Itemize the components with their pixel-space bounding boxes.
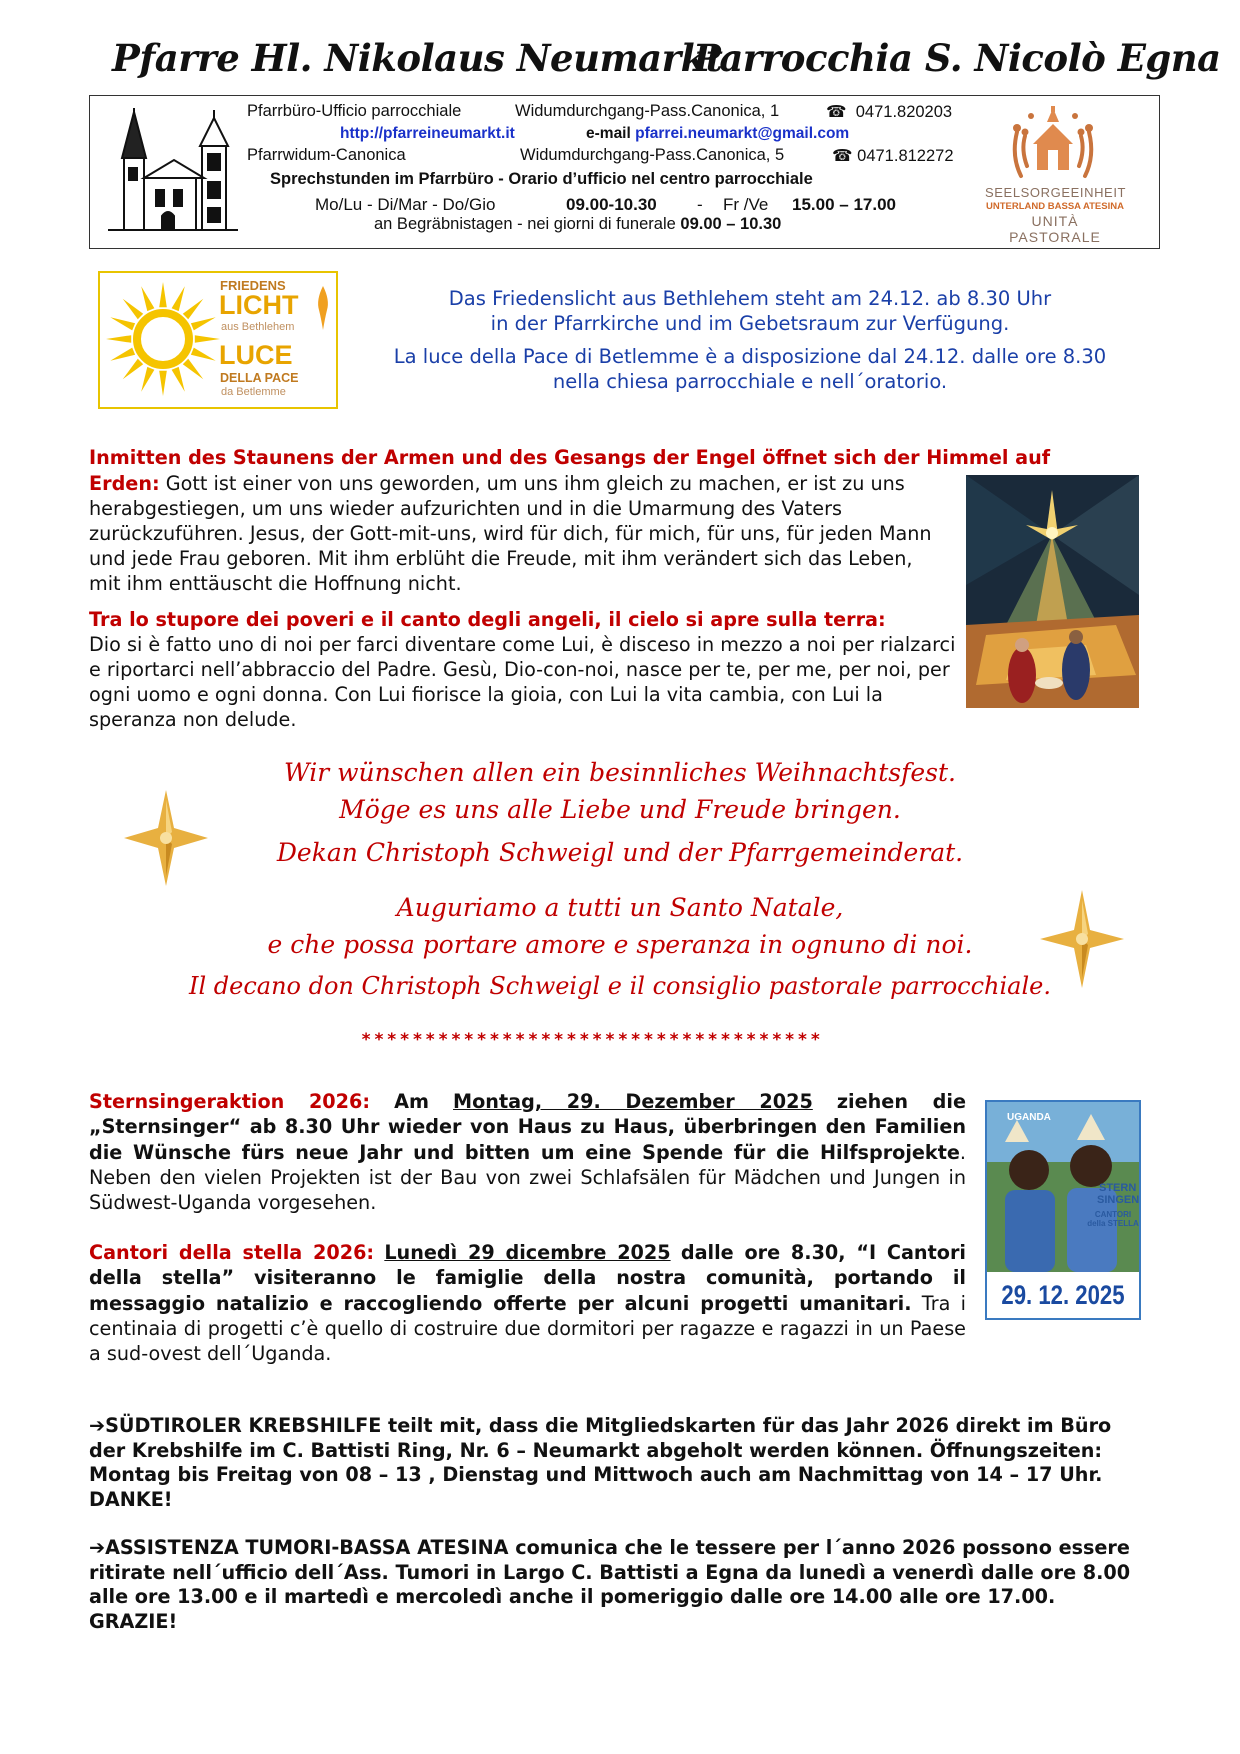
sun-ray <box>191 317 216 330</box>
peace-logo-t6: da Betlemme <box>221 386 286 398</box>
unit-logo-line2: UNTERLAND BASSA ATESINA <box>986 201 1124 212</box>
christmas-de-heading-line1: Inmitten des Staunens der Armen und des Gesangs der Engel öffnet sich der Himmel auf <box>89 446 1051 469</box>
poster-singen: SINGEN <box>1097 1194 1140 1206</box>
christmas-de-paragraph <box>89 471 947 596</box>
office-hours-days-2: Fr /Ve <box>723 195 769 214</box>
sun-ray <box>172 286 185 311</box>
title-german: Pfarre Hl. Nikolaus Neumarkt <box>112 36 723 80</box>
christmas-de-text: Gott ist einer von uns geworden, um uns ihm gleich zu machen, er ist zu uns herabgestiegen, um uns wieder aufzurichten und in die Umarmung des Vaters zurückzuführen. Jesus, der Gott-mit-uns, wird für dich, für mich, für uns, für jeden Mann und jede Frau geboren. Mit ihm erblüht die Freude, mit ihm verändert sich das Leben, mit ihm enttäuscht die Hoffnung nicht. <box>89 472 932 595</box>
krebshilfe-text: SÜDTIROLER KREBSHILFE teilt mit, dass die Mitgliedskarten für das Jahr 2026 direkt im Büro der Krebshilfe im C. Battisti Ring, Nr. 6 – Neumarkt abgeholt werden können. Öffnungszeiten: Montag bis Freitag von 08 – 13 , Dienstag und Mittwoch auch am Nachmittag von 14 – 17 Uhr. DANKE! <box>89 1414 1112 1511</box>
peace-light-it-line1: La luce della Pace di Betlemme è a disposizione dal 24.12. dalle ore 8.30 <box>393 345 1107 368</box>
office-hours-time-1: 09.00-10.30 <box>566 195 657 214</box>
phone-icon: ☎ <box>832 147 853 165</box>
wish-it-line2: e che possa portare amore e speranza in ognuno di noi. <box>267 930 973 959</box>
star-singers-de-bold-text: ziehen die „Sternsinger“ ab 8.30 Uhr wieder von Haus zu Haus, überbringen den Familien die Wünsche fürs neue Jahr und bitten um eine Spende für die Hilfsprojekte <box>89 1090 966 1164</box>
wish-de-line2: Möge es uns alle Liebe und Freude bringen. <box>339 795 901 824</box>
office-phone: 0471.820203 <box>855 103 953 121</box>
poster-cantori: CANTORI della STELLA <box>1087 1210 1139 1228</box>
pastoral-unit-logo-icon <box>1003 106 1103 188</box>
christmas-it-heading: Tra lo stupore dei poveri e il canto degli angeli, il cielo si apre sulla terra: <box>89 608 886 631</box>
sun-icon <box>104 280 222 398</box>
funeral-hours <box>374 215 781 234</box>
title-italian: Parrocchia S. Nicolò Egna <box>693 36 1221 80</box>
church-drawing-icon <box>104 108 242 236</box>
star-singers-it-paragraph <box>89 1240 966 1366</box>
wish-it-line3: Il decano don Christoph Schweigl e il consiglio pastorale parrocchiale. <box>188 972 1051 1000</box>
peace-light-it-line2: nella chiesa parrocchiale e nell´oratorio. <box>552 370 948 393</box>
peace-logo-t5: DELLA PACE <box>220 371 299 385</box>
peace-logo-t4: LUCE <box>219 340 293 370</box>
star-singers-de-plain-text: . Neben den vielen Projekten ist der Bau von zwei Schlafsälen für Mädchen und Jungen in Südwest-Uganda vorgesehen. <box>89 1140 966 1215</box>
email-link[interactable]: pfarrei.neumarkt@gmail.com <box>635 125 850 142</box>
star-singers-de-am: Am <box>394 1090 429 1113</box>
golden-star-left-icon <box>124 790 208 886</box>
rectory-phone-row <box>832 146 954 166</box>
sun-ray <box>159 282 167 307</box>
office-phone-row <box>826 102 952 122</box>
peace-light-de-line2: in der Pfarrkirche und im Gebetsraum zur Verfügung. <box>490 312 1010 335</box>
arrow-right-icon: ➔ <box>89 1536 106 1559</box>
rectory-address: Widumdurchgang-Pass.Canonica, 5 <box>520 146 785 164</box>
star-singers-de-paragraph <box>89 1089 966 1215</box>
wish-de-line3: Dekan Christoph Schweigl und der Pfarrgemeinderat. <box>276 838 964 867</box>
christmas-de-heading-tail: Erden: <box>89 472 160 495</box>
peace-logo-t3: aus Bethlehem <box>221 321 295 333</box>
sun-ray <box>183 359 204 380</box>
poster-date: 29. 12. 2025 <box>1001 1280 1125 1310</box>
office-hours-title: Sprechstunden im Pfarrbüro - Orario d’ufficio nel centro parrocchiale <box>270 170 813 188</box>
sun-ray <box>110 317 135 330</box>
sun-ray <box>123 299 144 320</box>
office-hours-time-2: 15.00 – 17.00 <box>792 195 896 214</box>
sun-ray <box>159 371 167 396</box>
website-link[interactable]: http://pfarreineumarkt.it <box>340 125 515 142</box>
rectory-phone: 0471.812272 <box>857 147 954 165</box>
star-divider: ************************************ <box>361 1030 824 1050</box>
office-hours-days-1: Mo/Lu - Di/Mar - Do/Gio <box>315 195 496 214</box>
wish-it-line1: Auguriamo a tutti un Santo Natale, <box>396 893 844 922</box>
funeral-text: an Begräbnistagen - nei giorni di funerale <box>374 215 676 233</box>
phone-icon: ☎ <box>826 103 847 121</box>
star-singers-it-date: Lunedì 29 dicembre 2025 <box>384 1241 671 1264</box>
email-label: e-mail <box>586 125 631 142</box>
star-singers-it-heading: Cantori della stella 2026: <box>89 1241 375 1264</box>
star-singers-de-heading: Sternsingeraktion 2026: <box>89 1090 371 1113</box>
sun-ray <box>191 348 216 361</box>
office-address: Widumdurchgang-Pass.Canonica, 1 <box>515 102 780 120</box>
peace-light-de-line1: Das Friedenslicht aus Bethlehem steht am 24.12. ab 8.30 Uhr <box>448 287 1052 310</box>
wish-de-line1: Wir wünschen allen ein besinnliches Weihnachtsfest. <box>284 758 956 787</box>
star-singers-poster <box>985 1100 1141 1320</box>
poster-country: UGANDA <box>1007 1112 1051 1123</box>
office-hours-separator: - <box>697 195 703 214</box>
rectory-name: Pfarrwidum-Canonica <box>247 146 406 164</box>
krebshilfe-notice <box>89 1414 1147 1512</box>
sun-ray <box>195 335 220 343</box>
star-singers-de-date: Montag, 29. Dezember 2025 <box>453 1090 813 1113</box>
christmas-it-paragraph <box>89 607 959 732</box>
arrow-right-icon: ➔ <box>89 1414 106 1437</box>
sun-ray <box>183 299 204 320</box>
sun-ray <box>110 348 135 361</box>
nativity-painting-image <box>966 475 1139 708</box>
unit-logo-line3: UNITÀ PASTORALE <box>1009 213 1101 245</box>
tumori-notice <box>89 1536 1147 1634</box>
sun-ray <box>123 359 144 380</box>
email-row <box>586 125 849 143</box>
funeral-time: 09.00 – 10.30 <box>680 215 782 233</box>
office-name: Pfarrbüro-Ufficio parrocchiale <box>247 102 462 120</box>
unit-logo-line1: SEELSORGEEINHEIT <box>985 185 1127 200</box>
flame-icon <box>314 284 332 332</box>
sun-ray <box>141 367 154 392</box>
peace-logo-t2: LICHT <box>219 290 299 320</box>
peace-logo-t1: FRIEDENS <box>220 278 286 293</box>
star-singers-it-plain-text: Tra i centinaia di progetti c’è quello di costruire due dormitori per ragazze e ragazzi in un Paese a sud-ovest dell´Uganda. <box>89 1291 966 1366</box>
christmas-it-text: Dio si è fatto uno di noi per farci diventare come Lui, è disceso in mezzo a noi per rialzarci e riportarci nell’abbraccio del Padre. Gesù, Dio-con-noi, nasce per te, per me, per noi, per ogni uomo e ogni donna. Con Lui fiorisce la gioia, con Lui la vita cambia, con Lui la speranza non delude. <box>89 633 956 731</box>
poster-stern: STERN <box>1099 1182 1137 1194</box>
sun-ray <box>106 335 131 343</box>
star-singers-it-bold-text: dalle ore 8.30, “I Cantori della stella” visiteranno le famiglie della nostra comunità, portando il messaggio natalizio e raccogliendo offerte per alcuni progetti umanitari. <box>89 1241 966 1315</box>
sun-ray <box>141 286 154 311</box>
tumori-text: ASSISTENZA TUMORI-BASSA ATESINA comunica che le tessere per l´anno 2026 possono essere ritirate nell´ufficio dell´Ass. Tumori in Largo C. Battisti a Egna da lunedì a venerdì dalle ore 8.00 alle ore 13.00 e il martedì e mercoledì anche il pomeriggio dalle ore 14.00 alle ore 17.00. GRAZIE! <box>89 1536 1131 1633</box>
sun-ray <box>172 367 185 392</box>
